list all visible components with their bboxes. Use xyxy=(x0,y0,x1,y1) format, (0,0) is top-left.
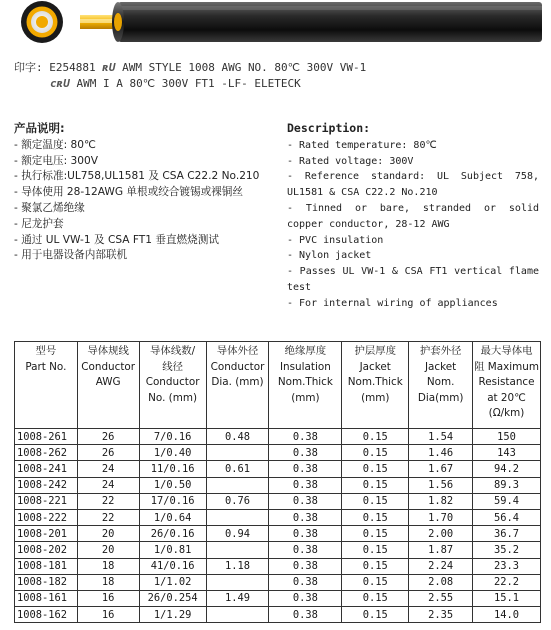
ul-recognized-icon: ʀU xyxy=(102,61,116,74)
description-en-item: - Reference standard: UL Subject 758, UL1581 & CSA C22.2 No.210 xyxy=(287,171,539,199)
header-jacket-dia: 护套外径 Jacket Nom. Dia(mm) xyxy=(409,342,473,429)
awg-cell: 20 xyxy=(77,526,139,542)
insulation-cell: 0.38 xyxy=(269,493,342,509)
table-row xyxy=(15,590,541,606)
conductor-no-cell: 1/0.81 xyxy=(139,542,206,558)
jacket-thick-cell: 0.15 xyxy=(342,477,409,493)
part-no-cell: 1008-261 xyxy=(15,429,78,445)
resistance-cell: 150 xyxy=(473,429,541,445)
jacket-dia-cell: 2.24 xyxy=(409,558,473,574)
jacket-thick-cell: 0.15 xyxy=(342,445,409,461)
conductor-no-cell: 1/0.40 xyxy=(139,445,206,461)
conductor-dia-cell: 0.76 xyxy=(206,493,269,509)
resistance-cell: 14.0 xyxy=(473,607,541,623)
conductor-no-cell: 26/0.16 xyxy=(139,526,206,542)
description-cn-item: - 执行标准:UL758,UL1581 及 CSA C22.2 No.210 xyxy=(14,170,260,183)
part-no-cell: 1008-242 xyxy=(15,477,78,493)
conductor-dia-cell: 0.94 xyxy=(206,526,269,542)
insulation-cell: 0.38 xyxy=(269,477,342,493)
header-jacket-thick: 护层厚度 Jacket Nom.Thick (mm) xyxy=(342,342,409,429)
conductor-dia-cell xyxy=(206,574,269,590)
awg-cell: 18 xyxy=(77,574,139,590)
table-header-row xyxy=(15,342,541,429)
table-row xyxy=(15,607,541,623)
jacket-thick-cell: 0.15 xyxy=(342,429,409,445)
table-row xyxy=(15,574,541,590)
awg-cell: 20 xyxy=(77,542,139,558)
part-no-cell: 1008-201 xyxy=(15,526,78,542)
part-no-cell: 1008-182 xyxy=(15,574,78,590)
insulation-cell: 0.38 xyxy=(269,558,342,574)
conductor-dia-cell xyxy=(206,477,269,493)
conductor-no-cell: 11/0.16 xyxy=(139,461,206,477)
resistance-cell: 94.2 xyxy=(473,461,541,477)
conductor-no-cell: 1/1.02 xyxy=(139,574,206,590)
description-cn-item: - 通过 UL VW-1 及 CSA FT1 垂直燃烧测试 xyxy=(14,233,219,246)
jacket-dia-cell: 2.00 xyxy=(409,526,473,542)
conductor-no-cell: 1/0.50 xyxy=(139,477,206,493)
description-cn-item: - 用于电器设备内部联机 xyxy=(14,249,128,262)
resistance-cell: 36.7 xyxy=(473,526,541,542)
part-no-cell: 1008-221 xyxy=(15,493,78,509)
description-cn-item: - 尼龙护套 xyxy=(14,217,64,230)
jacket-thick-cell: 0.15 xyxy=(342,607,409,623)
jacket-thick-cell: 0.15 xyxy=(342,526,409,542)
part-no-cell: 1008-161 xyxy=(15,590,78,606)
resistance-cell: 22.2 xyxy=(473,574,541,590)
jacket-dia-cell: 1.67 xyxy=(409,461,473,477)
conductor-dia-cell: 0.48 xyxy=(206,429,269,445)
header-conductor-no: 导体线数/ 线径 Conductor No. (mm) xyxy=(139,342,206,429)
insulation-cell: 0.38 xyxy=(269,445,342,461)
description-english xyxy=(287,121,539,312)
jacket-thick-cell: 0.15 xyxy=(342,590,409,606)
table-row xyxy=(15,461,541,477)
table-row xyxy=(15,542,541,558)
jacket-dia-cell: 1.82 xyxy=(409,493,473,509)
conductor-no-cell: 1/1.29 xyxy=(139,607,206,623)
print-style-text-2: AWM I A 80℃ 300V FT1 -LF- ELETECK xyxy=(76,77,301,90)
description-en-item: - Nylon jacket xyxy=(287,250,372,262)
description-en-item: - Tinned or bare, stranded or solid copper conductor, 28-12 AWG xyxy=(287,202,539,230)
conductor-dia-cell xyxy=(206,542,269,558)
awg-cell: 26 xyxy=(77,445,139,461)
conductor-no-cell: 1/0.64 xyxy=(139,509,206,525)
jacket-dia-cell: 1.46 xyxy=(409,445,473,461)
header-insulation-thick: 绝缘厚度 Insulation Nom.Thick (mm) xyxy=(269,342,342,429)
description-en-item: - Passes UL VW-1 & CSA FT1 vertical flame test xyxy=(287,266,539,293)
conductor-no-cell: 41/0.16 xyxy=(139,558,206,574)
description-cn-heading: 产品说明: xyxy=(14,121,65,135)
insulation-cell: 0.38 xyxy=(269,526,342,542)
awg-cell: 26 xyxy=(77,429,139,445)
part-no-cell: 1008-241 xyxy=(15,461,78,477)
jacket-thick-cell: 0.15 xyxy=(342,461,409,477)
awg-cell: 18 xyxy=(77,558,139,574)
conductor-dia-cell xyxy=(206,607,269,623)
print-file-number: E254881 xyxy=(49,61,96,74)
print-line-2 xyxy=(14,76,366,92)
conductor-no-cell: 7/0.16 xyxy=(139,429,206,445)
insulation-cell: 0.38 xyxy=(269,607,342,623)
resistance-cell: 23.3 xyxy=(473,558,541,574)
awg-cell: 24 xyxy=(77,461,139,477)
table-row xyxy=(15,558,541,574)
insulation-cell: 0.38 xyxy=(269,574,342,590)
header-part-no: 型号 Part No. xyxy=(15,342,78,429)
part-no-cell: 1008-262 xyxy=(15,445,78,461)
description-en-item: - Rated temperature: 80℃ xyxy=(287,139,437,151)
jacket-thick-cell: 0.15 xyxy=(342,558,409,574)
print-line-1 xyxy=(14,60,366,76)
table-row xyxy=(15,493,541,509)
part-no-cell: 1008-162 xyxy=(15,607,78,623)
specification-table xyxy=(14,341,541,623)
cable-illustration xyxy=(0,0,551,60)
jacket-thick-cell: 0.15 xyxy=(342,574,409,590)
header-max-resistance: 最大导体电 阻 Maximum Resistance at 20℃ (Ω/km) xyxy=(473,342,541,429)
jacket-dia-cell: 1.87 xyxy=(409,542,473,558)
jacket-dia-cell: 1.54 xyxy=(409,429,473,445)
jacket-thick-cell: 0.15 xyxy=(342,509,409,525)
description-cn-item: - 聚氯乙烯绝缘 xyxy=(14,201,85,214)
conductor-dia-cell xyxy=(206,509,269,525)
conductor-dia-cell: 1.18 xyxy=(206,558,269,574)
insulation-cell: 0.38 xyxy=(269,509,342,525)
insulation-cell: 0.38 xyxy=(269,461,342,477)
description-en-heading: Description: xyxy=(287,121,371,135)
part-no-cell: 1008-222 xyxy=(15,509,78,525)
insulation-cell: 0.38 xyxy=(269,542,342,558)
jacket-dia-cell: 2.55 xyxy=(409,590,473,606)
description-en-item: - Rated voltage: 300V xyxy=(287,155,414,167)
header-conductor-dia: 导体外径 Conductor Dia. (mm) xyxy=(206,342,269,429)
cul-recognized-icon: cʀU xyxy=(50,77,70,90)
conductor-dia-cell xyxy=(206,445,269,461)
cable-side-view xyxy=(80,2,542,42)
jacket-thick-cell: 0.15 xyxy=(342,493,409,509)
table-body xyxy=(15,429,541,623)
jacket-thick-cell: 0.15 xyxy=(342,542,409,558)
table-row xyxy=(15,526,541,542)
description-cn-item: - 额定电压: 300V xyxy=(14,154,98,167)
conductor-no-cell: 17/0.16 xyxy=(139,493,206,509)
insulation-cell: 0.38 xyxy=(269,590,342,606)
awg-cell: 24 xyxy=(77,477,139,493)
print-label: 印字: xyxy=(14,61,43,74)
part-no-cell: 1008-181 xyxy=(15,558,78,574)
cable-cross-section-icon xyxy=(21,1,63,43)
awg-cell: 22 xyxy=(77,493,139,509)
description-cn-item: - 导体使用 28-12AWG 单根或绞合镀锡或裸铜丝 xyxy=(14,186,243,199)
jacket-dia-cell: 1.56 xyxy=(409,477,473,493)
table-row xyxy=(15,477,541,493)
print-style-text: AWM STYLE 1008 AWG NO. 80℃ 300V VW-1 xyxy=(122,61,367,74)
awg-cell: 22 xyxy=(77,509,139,525)
conductor-dia-cell: 0.61 xyxy=(206,461,269,477)
resistance-cell: 35.2 xyxy=(473,542,541,558)
table-row xyxy=(15,445,541,461)
conductor-no-cell: 26/0.254 xyxy=(139,590,206,606)
insulation-cell: 0.38 xyxy=(269,429,342,445)
resistance-cell: 89.3 xyxy=(473,477,541,493)
jacket-dia-cell: 2.35 xyxy=(409,607,473,623)
jacket-dia-cell: 1.70 xyxy=(409,509,473,525)
table-row xyxy=(15,429,541,445)
header-conductor-awg: 导体规线 Conductor AWG xyxy=(77,342,139,429)
description-chinese xyxy=(14,121,280,264)
table-row xyxy=(15,509,541,525)
description-en-item: - For internal wiring of appliances xyxy=(287,297,498,309)
resistance-cell: 15.1 xyxy=(473,590,541,606)
part-no-cell: 1008-202 xyxy=(15,542,78,558)
print-legend xyxy=(14,60,366,92)
jacket-dia-cell: 2.08 xyxy=(409,574,473,590)
description-cn-item: - 额定温度: 80℃ xyxy=(14,138,96,151)
resistance-cell: 59.4 xyxy=(473,493,541,509)
awg-cell: 16 xyxy=(77,590,139,606)
conductor-dia-cell: 1.49 xyxy=(206,590,269,606)
resistance-cell: 56.4 xyxy=(473,509,541,525)
description-en-item: - PVC insulation xyxy=(287,234,384,246)
resistance-cell: 143 xyxy=(473,445,541,461)
awg-cell: 16 xyxy=(77,607,139,623)
